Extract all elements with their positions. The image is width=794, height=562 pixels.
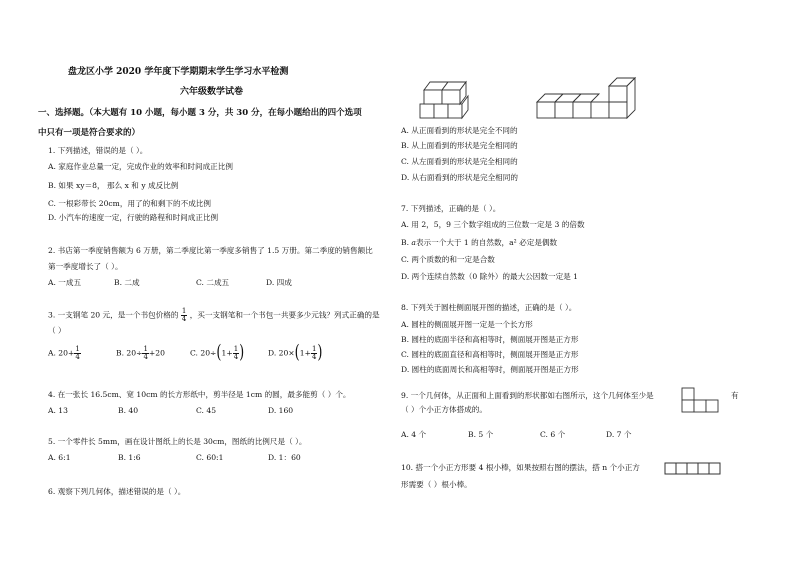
q3-stem-cont: （ ） [48,326,66,335]
q6-option-b: B. 从上面看到的形状是完全相同的 [401,141,518,150]
q8-option-c: C. 圆柱的底面直径和高相等时，侧面展开图是正方形 [401,350,579,359]
q9-line2: （ ）个小正方体搭成的。 [401,405,487,414]
q7-stem: 7. 下列描述，正确的是（ ）。 [401,204,501,213]
q6-option-a: A. 从正面看到的形状是完全不同的 [401,126,518,135]
q6-option-d: D. 从右面看到的形状是完全相同的 [401,173,518,182]
q9-option-a: A. 4 个 [401,430,427,439]
q3-option-d: D. 20×(1+ $\frac{1}{4}$ ) [268,342,323,364]
q9-option-d: D. 7 个 [606,430,632,439]
q7-option-c: C. 两个质数的和一定是合数 [401,255,495,264]
q5-stem: 5. 一个零件长 5mm，画在设计图纸上的长是 30cm，图纸的比例尺是（ ）。 [48,437,307,446]
q3-option-b: B. 20÷ $\frac{1}{4}$ +20 [116,345,165,361]
q2-line1: 2. 书店第一季度销售额为 6 万册，第二季度比第一季度多销售了 1.5 万册。第二季度的销售额比 [48,246,373,255]
q5-option-c: C. 60:1 [196,453,224,462]
q3-stem [48,308,380,323]
q8-option-d: D. 圆柱的底面周长和高相等时，侧面展开图是正方形 [401,365,579,374]
q8-stem: 8. 下列关于圆柱侧面展开图的描述，正确的是（ ）。 [401,303,577,312]
section-heading-cont: 中只有一项是符合要求的） [38,128,141,138]
q2-line2: 第一季度增长了（ ）。 [48,262,123,271]
q2-option-a: A. 一成五 [48,278,82,287]
q10-line1: 10. 搭一个小正方形要 4 根小棒，如果按照右图的摆法，搭 n 个小正方 [401,463,640,472]
q6-solid-right-figure [533,72,643,122]
q6-stem: 6. 观察下列几何体，描述错误的是（ ）。 [48,487,186,496]
q4-option-a: A. 13 [48,406,68,415]
q4-option-b: B. 40 [118,406,139,415]
q5-option-a: A. 6:1 [48,453,71,462]
q4-stem: 4. 在一张长 16.5cm、宽 10cm 的长方形纸中，剪半径是 1cm 的圆，最多能剪（ ）个。 [48,390,351,399]
q7-option-d: D. 两个连续自然数（0 除外）的最大公因数一定是 1 [401,272,579,281]
q9-line1-end: 有 [731,391,739,400]
q5-option-d: D. 1：60 [268,453,301,462]
exam-subtitle: 六年级数学试卷 [180,87,244,97]
q2-option-c: C. 二成五 [196,278,230,287]
q1-option-b: B. 如果 xy＝8， 那么 x 和 y 成反比例 [48,181,179,190]
q1-option-a: A. 家庭作业总量一定，完成作业的效率和时间成正比例 [48,162,233,171]
q1-option-d: D. 小汽车的速度一定，行驶的路程和时间成正比例 [48,213,219,222]
q4-option-c: C. 45 [196,406,217,415]
q9-view-figure [680,386,720,414]
q3-fraction: $\frac{1}{4}$ [181,307,187,323]
q5-option-b: B. 1:6 [118,453,141,462]
q8-option-b: B. 圆柱的底面半径和高相等时，侧面展开图是正方形 [401,335,579,344]
q7-option-a: A. 用 2，5，9 三个数字组成的三位数一定是 3 的倍数 [401,220,585,229]
q10-line2: 形需要（ ）根小棒。 [401,480,472,489]
section-heading: 一、选择题。（本大题有 10 小题，每小题 3 分，共 30 分，在每小题给出的四个选项 [38,108,362,118]
q4-option-d: D. 160 [268,406,294,415]
q9-option-c: C. 6 个 [540,430,566,439]
q3-option-a: A. 20+ $\frac{1}{4}$ [48,345,80,361]
q2-option-b: B. 二成 [114,278,140,287]
q2-option-d: D. 四成 [266,278,292,287]
q3-option-c: C. 20÷(1+ $\frac{1}{4}$ ) [190,342,245,364]
q10-sticks-figure [664,461,724,477]
q1-option-c: C. 一根彩带长 20cm，用了的和剩下的不成比例 [48,199,211,208]
q6-option-c: C. 从左面看到的形状是完全相同的 [401,157,518,166]
q3-stem-post: ，买一支钢笔和一个书包一共要多少元钱？列式正确的是 [189,310,380,320]
q3-stem-pre: 3. 一支钢笔 20 元，是一个书包价格的 [48,310,179,320]
q9-option-b: B. 5 个 [468,430,494,439]
exam-title: 盘龙区小学 2020 学年度下学期期末学生学习水平检测 [68,67,289,77]
q6-solid-left-figure [414,72,484,122]
q8-option-a: A. 圆柱的侧面展开图一定是一个长方形 [401,320,533,329]
q1-stem: 1. 下列描述，错误的是（ ）。 [48,146,148,155]
q7-option-b: B. a表示一个大于 1 的自然数，a² 必定是偶数 [401,238,558,247]
q9-line1: 9. 一个几何体，从正面和上面看到的形状都如右图所示，这个几何体至少是 [401,391,654,400]
